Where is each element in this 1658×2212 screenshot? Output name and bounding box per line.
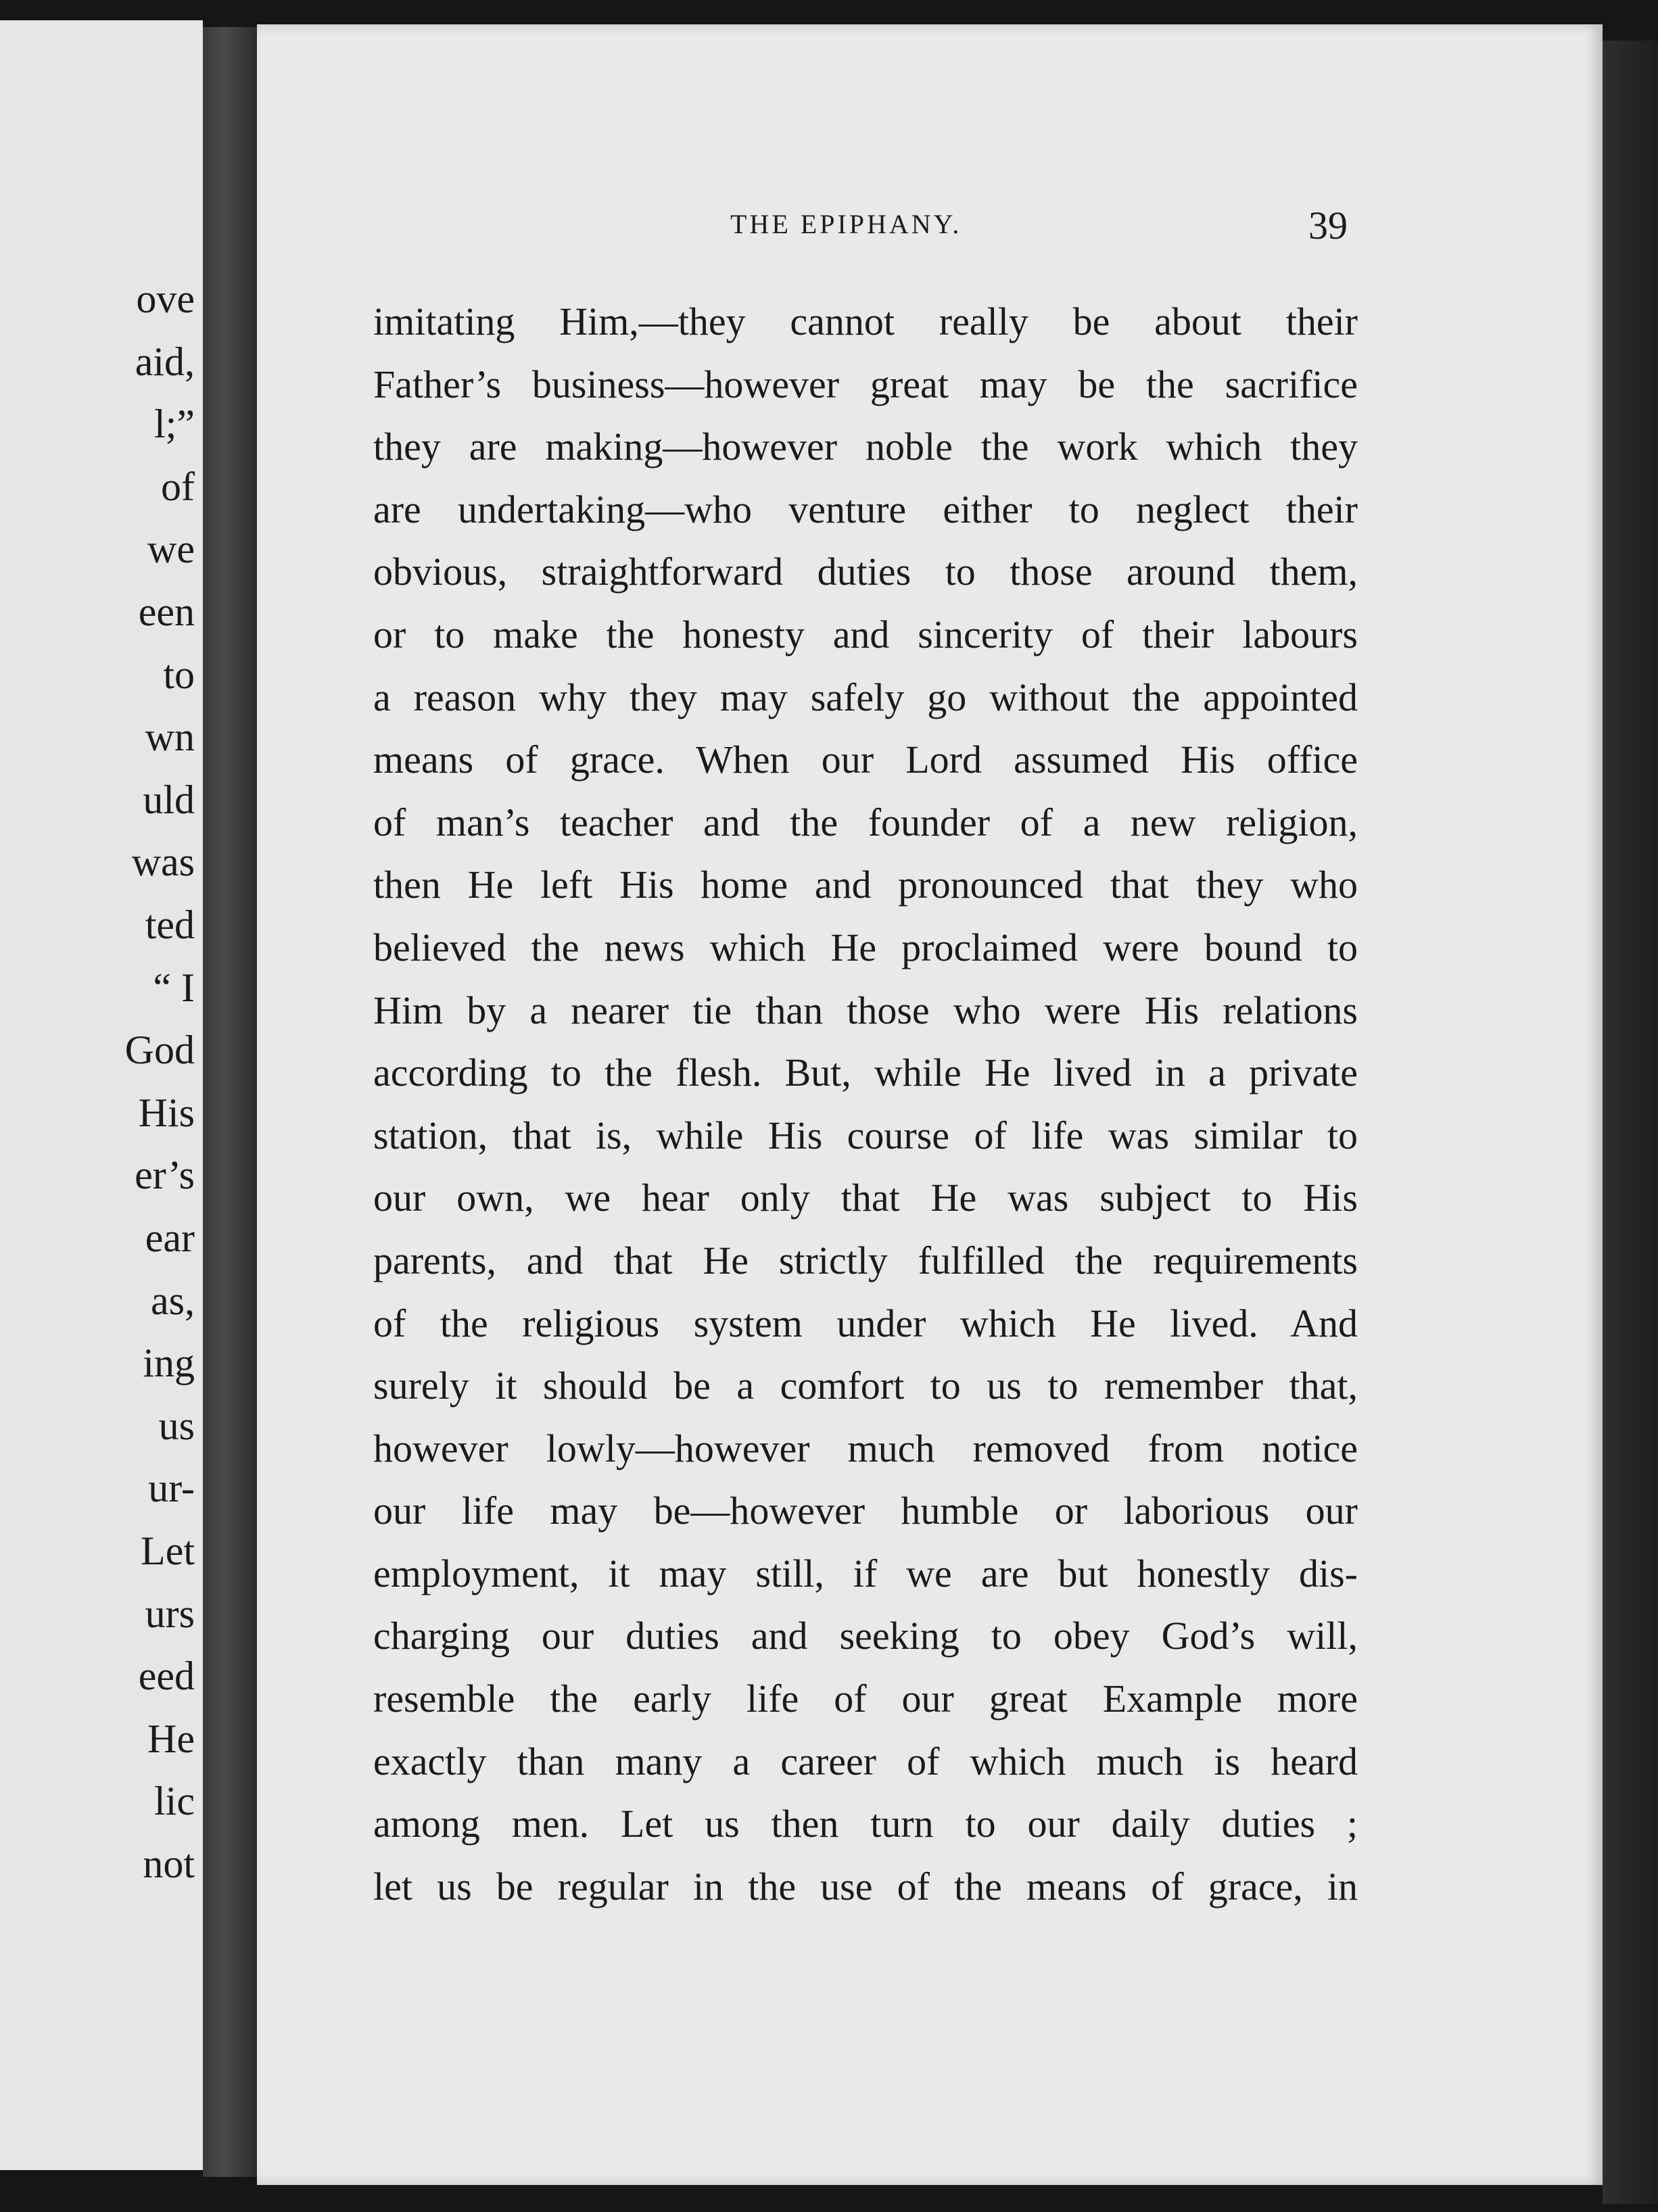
page-edge-shadow [1603, 41, 1658, 2204]
text-line: our own, we hear only that He was subject to His [373, 1176, 1358, 1220]
previous-page-line-fragment: wn [145, 715, 195, 760]
previous-page-line-fragment: God [124, 1028, 195, 1073]
previous-page-line-fragment: l;” [154, 402, 195, 447]
previous-page-line-fragment: er’s [135, 1153, 195, 1198]
previous-page-line-fragment: ear [145, 1216, 195, 1260]
previous-page-line-fragment: aid, [135, 339, 195, 384]
page-number: 39 [1308, 203, 1348, 247]
text-line: exactly than many a career of which much is heard [373, 1739, 1358, 1783]
text-line: resemble the early life of our great Example more [373, 1677, 1358, 1721]
previous-page-line-fragment: as, [151, 1278, 195, 1323]
previous-page-line-fragment: een [138, 590, 195, 634]
previous-page-line-fragment: of [161, 464, 195, 509]
previous-page-line-fragment: was [131, 840, 195, 885]
text-line: obvious, straightforward duties to those around them, [373, 550, 1358, 594]
body-text [373, 291, 1358, 1918]
previous-page-line-fragment: ing [143, 1341, 195, 1386]
text-line: Him by a nearer tie than those who were His relations [373, 988, 1358, 1032]
text-line: they are making—however noble the work which they [373, 425, 1358, 469]
text-line: parents, and that He strictly fulfilled the requirements [373, 1238, 1358, 1282]
text-line: means of grace. When our Lord assumed His office [373, 738, 1358, 782]
text-line: among men. Let us then turn to our daily duties ; [373, 1802, 1358, 1846]
previous-page-line-fragment: ove [136, 276, 195, 321]
text-line: our life may be—however humble or laborious our [373, 1489, 1358, 1533]
previous-page-line-fragment: ted [145, 903, 195, 947]
text-line: station, that is, while His course of life was similar to [373, 1113, 1358, 1157]
previous-page-line-fragment: eed [138, 1654, 195, 1699]
previous-page-line-fragment: lic [154, 1779, 195, 1824]
previous-page-line-fragment: us [158, 1403, 195, 1448]
text-line: of the religious system under which He lived. And [373, 1301, 1358, 1345]
text-line: according to the flesh. But, while He lived in a private [373, 1051, 1358, 1095]
previous-page-line-fragment: we [147, 527, 195, 572]
text-line: imitating Him,—they cannot really be about their [373, 299, 1358, 343]
previous-page-line-fragment: not [143, 1842, 195, 1886]
previous-page-line-fragment: “ I [153, 965, 195, 1010]
text-line: of man’s teacher and the founder of a new religion, [373, 800, 1358, 844]
text-line: believed the news which He proclaimed were bound to [373, 925, 1358, 969]
text-line: a reason why they may safely go without the appointed [373, 675, 1358, 719]
text-line: let us be regular in the use of the means of grace, in [373, 1864, 1358, 1908]
previous-page-line-fragment: He [147, 1716, 195, 1761]
running-head: THE EPIPHANY. [730, 209, 962, 239]
text-line: then He left His home and pronounced that they who [373, 863, 1358, 907]
book-gutter [203, 27, 258, 2177]
previous-page-fragment [0, 20, 203, 2170]
text-line: employment, it may still, if we are but honestly dis- [373, 1551, 1358, 1595]
previous-page-line-fragment: uld [143, 777, 195, 822]
previous-page-line-fragment: His [138, 1090, 195, 1135]
text-line: charging our duties and seeking to obey God’s will, [373, 1614, 1358, 1658]
text-line: however lowly—however much removed from notice [373, 1426, 1358, 1470]
text-line: Father’s business—however great may be the sacrifice [373, 362, 1358, 406]
previous-page-line-fragment: to [163, 652, 195, 697]
text-line: are undertaking—who venture either to neglect their [373, 487, 1358, 531]
previous-page-line-fragment: Let [141, 1529, 195, 1573]
text-line: surely it should be a comfort to us to remember that, [373, 1364, 1358, 1408]
previous-page-line-fragment: ur- [148, 1466, 195, 1511]
previous-page-line-fragment: urs [145, 1591, 195, 1636]
text-line: or to make the honesty and sincerity of their labours [373, 612, 1358, 656]
